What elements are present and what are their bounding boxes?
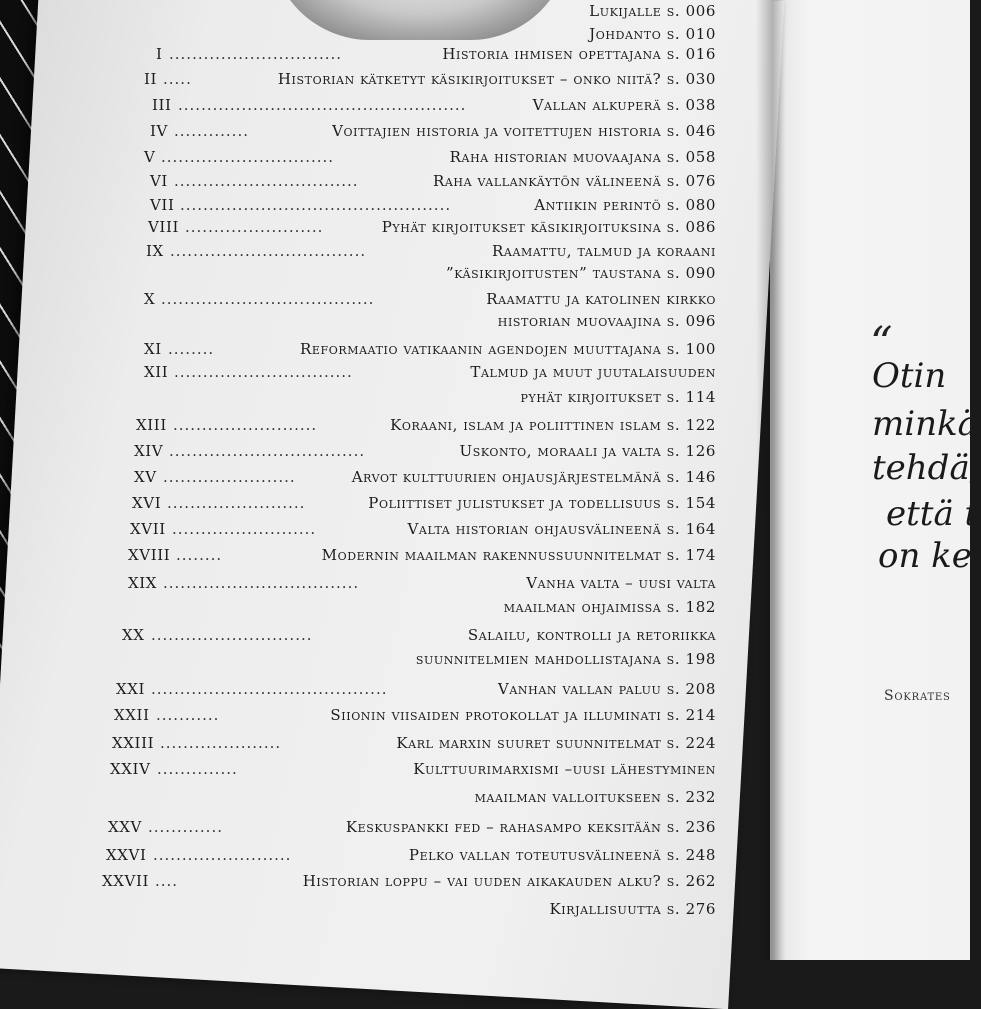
toc-chapter-number: IV [150, 122, 168, 140]
toc-entry-continuation [100, 650, 716, 672]
toc-entry-title: historian muovaajina s. 096 [497, 312, 716, 330]
toc-entry-continuation [100, 312, 716, 334]
toc-entry-title: Raha vallankäytön välineenä s. 076 [432, 172, 716, 190]
toc-leader-dots: ........................ [185, 218, 324, 236]
toc-entry-title: Raamattu ja katolinen kirkko [486, 290, 716, 308]
toc-entry [100, 574, 716, 596]
toc-entry-title: Pyhät kirjoitukset käsikirjoituksina s. 086 [381, 218, 716, 236]
quote-line-2: minkä [872, 404, 978, 444]
toc-leader-dots: .................................. [169, 442, 366, 460]
toc-entry-title: Vallan alkuperä s. 038 [532, 96, 716, 114]
toc-front-lukijalle: Lukijalle s. 006 [589, 2, 716, 20]
toc-chapter-number: VIII [148, 218, 180, 236]
toc-entry-continuation [100, 388, 716, 410]
toc-entry-title: Vanhan vallan paluu s. 208 [497, 680, 716, 698]
toc-entry-title: Kirjallisuutta s. 276 [549, 900, 716, 918]
quote-attribution: Sokrates [884, 688, 951, 704]
toc-chapter-number: XIX [128, 574, 158, 592]
toc-chapter-number: XXIII [112, 734, 155, 752]
toc-entry-title: Uskonto, moraali ja valta s. 126 [459, 442, 716, 460]
toc-entry-title: maailman ohjaimissa s. 182 [503, 598, 716, 616]
toc-entry-title: Keskuspankki fed – rahasampo keksitään s. 236 [345, 818, 716, 836]
toc-chapter-number: X [144, 290, 156, 308]
quote-line-5: on ke [878, 536, 972, 576]
toc-entry [100, 872, 716, 894]
toc-entry-title: Siionin viisaiden protokollat ja illuminati s. 214 [330, 706, 716, 724]
toc-leader-dots: ........................ [153, 846, 292, 864]
toc-entry [100, 122, 716, 144]
toc-entry [100, 546, 716, 568]
toc-leader-dots: .............................. [161, 148, 335, 166]
toc-entry-title: Valta historian ohjausvälineenä s. 164 [407, 520, 716, 538]
toc-chapter-number: XV [134, 468, 157, 486]
toc-chapter-number: XVI [132, 494, 162, 512]
toc-chapter-number: II [144, 70, 158, 88]
toc-entry [100, 760, 716, 782]
toc-chapter-number: XXV [108, 818, 142, 836]
toc-leader-dots: ......................... [172, 520, 317, 538]
toc-chapter-number: I [156, 45, 163, 63]
toc-entry-title: Karl marxin suuret suunnitelmat s. 224 [396, 734, 716, 752]
toc-leader-dots: ..................................... [161, 290, 375, 308]
toc-leader-dots: ........... [156, 706, 220, 724]
toc-entry [100, 468, 716, 490]
toc-leader-dots: ................................ [174, 172, 359, 190]
toc-entry [100, 416, 716, 438]
toc-entry [100, 818, 716, 840]
toc-entry-title: Poliittiset julistukset ja todellisuus s. 154 [368, 494, 716, 512]
toc-leader-dots: .................................. [170, 242, 367, 260]
toc-entry [100, 626, 716, 648]
toc-leader-dots: ......................................... [151, 680, 388, 698]
toc-chapter-number: XXVII [102, 872, 150, 890]
toc-entry [100, 494, 716, 516]
toc-leader-dots: ........ [168, 340, 215, 358]
toc-leader-dots: ........ [176, 546, 223, 564]
toc-entry [100, 196, 716, 218]
toc-entry-title: Historian loppu – vai uuden aikakauden alku? s. 262 [302, 872, 716, 890]
toc-chapter-number: XI [144, 340, 162, 358]
toc-entry [100, 96, 716, 118]
toc-leader-dots: ........................ [167, 494, 306, 512]
toc-leader-dots: ............. [148, 818, 223, 836]
toc-entry [100, 520, 716, 542]
toc-leader-dots: ............................ [151, 626, 313, 644]
toc-entry [100, 706, 716, 728]
toc-chapter-number: VII [150, 196, 175, 214]
toc-entry-title: Historia ihmisen opettajana s. 016 [442, 45, 716, 63]
toc-chapter-number: XXII [114, 706, 150, 724]
toc-entry [100, 680, 716, 702]
toc-leader-dots: .............. [157, 760, 238, 778]
toc-front-johdanto: Johdanto s. 010 [589, 25, 716, 43]
toc-chapter-number: XVII [130, 520, 166, 538]
toc-entry [100, 442, 716, 464]
toc-leader-dots: .................................................. [178, 96, 467, 114]
toc-leader-dots: ............. [174, 122, 249, 140]
toc-entry-title: Raha historian muovaajana s. 058 [449, 148, 716, 166]
toc-chapter-number: XVIII [128, 546, 171, 564]
toc-leader-dots: .... [155, 872, 179, 890]
toc-entry [100, 290, 716, 312]
toc-entry [100, 218, 716, 240]
toc-entry-continuation [100, 598, 716, 620]
toc-entry-title: Historian kätketyt käsikirjoitukset – onko niitä? s. 030 [277, 70, 716, 88]
toc-chapter-number: XX [122, 626, 145, 644]
quote-line-3: tehdä; [872, 448, 981, 488]
toc-chapter-number: IX [146, 242, 164, 260]
toc-leader-dots: ............................... [174, 363, 353, 381]
toc-leader-dots: ..................... [160, 734, 282, 752]
toc-chapter-number: XII [144, 363, 169, 381]
table-of-contents [100, 0, 740, 960]
toc-chapter-number: VI [150, 172, 168, 190]
toc-chapter-number: XXVI [106, 846, 147, 864]
toc-leader-dots: .............................. [169, 45, 343, 63]
toc-entry-title: Talmud ja muut juutalaisuuden [470, 363, 716, 381]
toc-entry-title: Antiikin perintö s. 080 [534, 196, 716, 214]
quote-line-1: Otin [872, 356, 947, 396]
toc-leader-dots: .................................. [163, 574, 360, 592]
toc-entry-continuation [100, 788, 716, 810]
toc-chapter-number: V [144, 148, 156, 166]
toc-chapter-number: XXI [116, 680, 146, 698]
toc-entry-title: suunnitelmien mahdollistajana s. 198 [415, 650, 716, 668]
toc-entry [100, 846, 716, 868]
toc-entry-title: Voittajien historia ja voitettujen historia s. 046 [332, 122, 716, 140]
book-spine [756, 0, 786, 960]
toc-chapter-number: XIII [136, 416, 167, 434]
toc-entry-title: Salailu, kontrolli ja retoriikka [467, 626, 716, 644]
toc-entry-title: Reformaatio vatikaanin agendojen muuttajana s. 100 [300, 340, 716, 358]
toc-leader-dots: ....................... [163, 468, 296, 486]
toc-entry [100, 172, 716, 194]
toc-entry [100, 734, 716, 756]
toc-entry-title: maailman valloitukseen s. 232 [474, 788, 716, 806]
toc-entry [100, 242, 716, 264]
toc-entry-title: Kulttuurimarxismi –uusi lähestyminen [413, 760, 716, 778]
quote-line-4: että t [886, 494, 979, 534]
toc-entry-title: Modernin maailman rakennussuunnitelmat s. 174 [321, 546, 716, 564]
toc-entry [100, 148, 716, 170]
toc-entry-title: Vanha valta – uusi valta [526, 574, 716, 592]
toc-entry-title: Pelko vallan toteutusvälineenä s. 248 [408, 846, 716, 864]
toc-entry [100, 340, 716, 362]
toc-chapter-number: XIV [134, 442, 164, 460]
toc-entry-continuation [100, 264, 716, 286]
toc-entry-continuation [100, 900, 716, 922]
quote-mark: “ [870, 318, 893, 369]
toc-leader-dots: ......................... [173, 416, 318, 434]
toc-entry-title: Arvot kulttuurien ohjausjärjestelmänä s. 146 [351, 468, 716, 486]
toc-leader-dots: ..... [163, 70, 192, 88]
toc-chapter-number: III [152, 96, 172, 114]
toc-entry-title: pyhät kirjoitukset s. 114 [520, 388, 716, 406]
toc-entry [100, 45, 716, 67]
toc-chapter-number: XXIV [110, 760, 151, 778]
toc-entry [100, 363, 716, 385]
toc-entry [100, 70, 716, 92]
toc-entry-title: Koraani, islam ja poliittinen islam s. 122 [390, 416, 716, 434]
toc-leader-dots: ............................................... [180, 196, 452, 214]
toc-entry-title: Raamattu, talmud ja koraani [492, 242, 716, 260]
toc-entry-title: ”käsikirjoitusten” taustana s. 090 [445, 264, 716, 282]
